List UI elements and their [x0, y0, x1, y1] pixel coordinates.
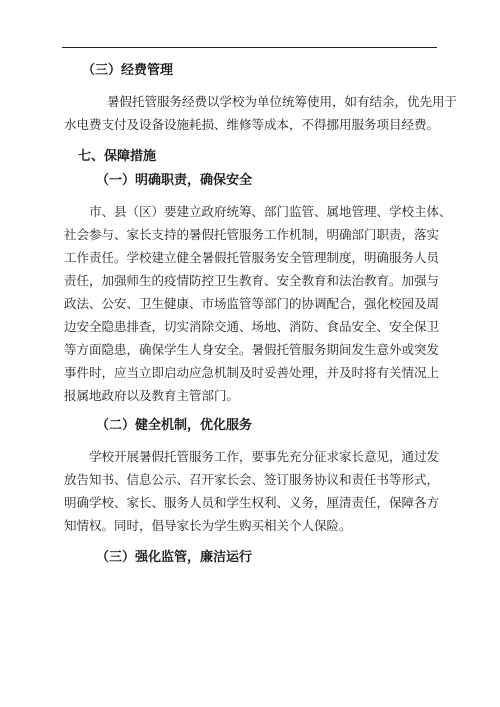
paragraph-line: 社会参与、家长支持的暑假托管服务工作机制，明确部门职责，落实: [64, 227, 440, 242]
paragraph-line: 边安全隐患排查，切实消除交通、场地、消防、食品安全、安全保卫: [64, 319, 440, 334]
supervision-heading: （三）强化监管，廉洁运行: [96, 550, 253, 565]
paragraph-line: 报属地政府以及教育主管部门。: [64, 388, 240, 403]
funding-heading: （三）经费管理: [82, 63, 174, 78]
paragraph-line: 责任，加强师生的疫情防控卫生教育、安全教育和法治教育。加强与: [64, 273, 440, 288]
paragraph-line: 水电费支付及设备设施耗损、维修等成本，不得挪用服务项目经费。: [64, 117, 440, 132]
mechanism-heading: （二）健全机制，优化服务: [96, 418, 253, 433]
responsibility-heading: （一）明确职责，确保安全: [96, 173, 253, 188]
paragraph-line: 工作责任。学校建立健全暑假托管服务安全管理制度，明确服务人员: [64, 250, 440, 265]
paragraph-line: 市、县（区）要建立政府统筹、部门监管、属地管理、学校主体、: [89, 204, 452, 219]
document-body: [64, 62, 458, 567]
paragraph-line: 事件时，应当立即启动应急机制及时妥善处理，并及时将有关情况上: [64, 365, 440, 380]
responsibility-paragraph: [64, 200, 452, 407]
header-rule: [62, 47, 437, 48]
paragraph-line: 政法、公安、卫生健康、市场监管等部门的协调配合，强化校园及周: [64, 296, 440, 311]
paragraph-line: 暑假托管服务经费以学校为单位统筹使用，如有结余，优先用于: [107, 94, 458, 109]
paragraph-line: 放告知书、信息公示、召开家长会、签订服务协议和责任书等形式，: [64, 472, 440, 487]
paragraph-line: 明确学校、家长、服务人员和学生权利、义务，厘清责任，保障各方: [64, 495, 440, 510]
guarantee-heading: 七、保障措施: [78, 149, 157, 164]
paragraph-line: 学校开展暑假托管服务工作，要事先充分征求家长意见，通过发: [89, 449, 440, 464]
paragraph-line: 知情权。同时，倡导家长为学生购买相关个人保险。: [64, 518, 352, 533]
mechanism-paragraph: [64, 445, 440, 537]
funding-paragraph: [64, 90, 458, 136]
paragraph-line: 等方面隐患，确保学生人身安全。暑假托管服务期间发生意外或突发: [64, 342, 440, 357]
